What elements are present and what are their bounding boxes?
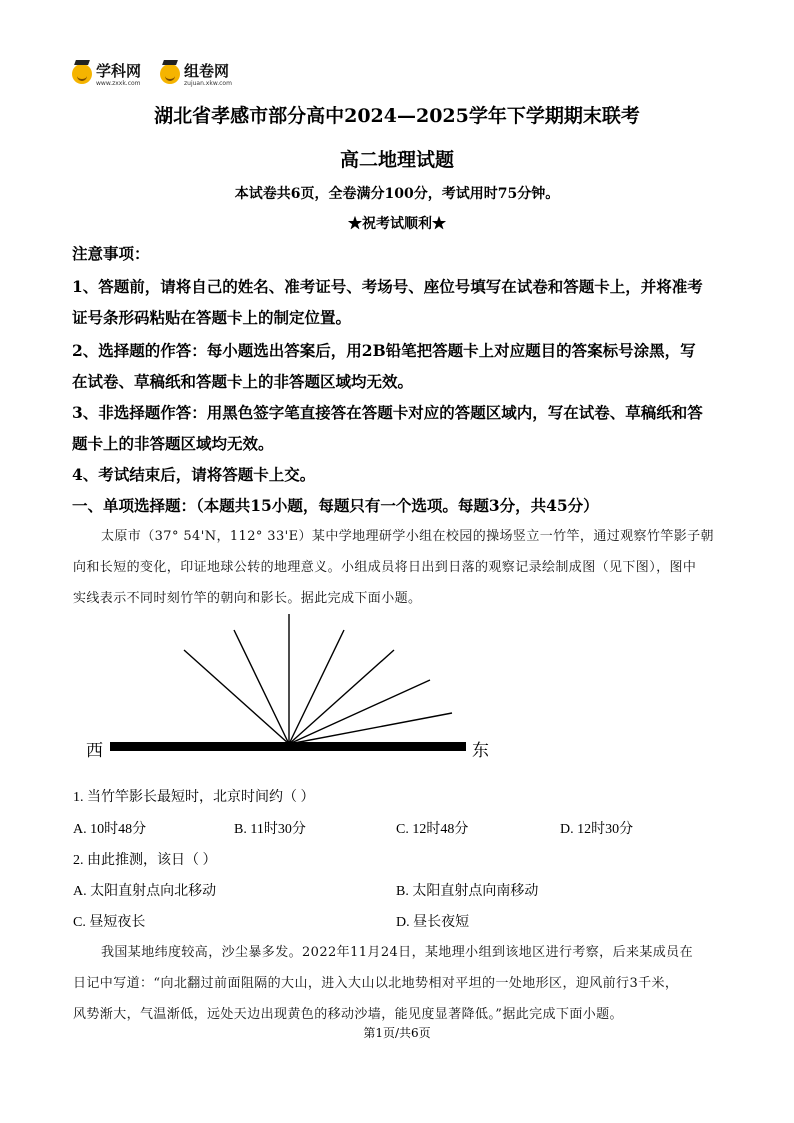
passage-line: 日记中写道：“向北翻过前面阻隔的大山，进入大山以北地势相对平坦的一处地形区，迎风前行3千米， xyxy=(73,976,679,991)
exam-info: 本试卷共6页，全卷满分100分，考试用时75分钟。 xyxy=(234,186,560,202)
west-label: 西 xyxy=(86,741,103,761)
shadow-line xyxy=(184,650,289,744)
passage-line: 太原市（37° 54'N，112° 33'E）某中学地理研学小组在校园的操场竖立一竹竿，通过观察竹竿影子朝 xyxy=(101,529,714,544)
logo-url: www.zxxk.com xyxy=(96,80,141,87)
passage-line: 向和长短的变化，印证地球公转的地理意义。小组成员将日出到日落的观察记录绘制成图（见下图），图中 xyxy=(73,560,697,575)
option-b[interactable]: B. 太阳直射点向南移动 xyxy=(396,884,539,899)
option-c[interactable]: C. 12时48分 xyxy=(396,822,469,837)
notice-line: 1、答题前，请将自己的姓名、准考证号、考场号、座位号填写在试卷和答题卡上，并将准考 xyxy=(72,277,703,296)
question-stem: 1. 当竹竿影长最短时，北京时间约（ ） xyxy=(73,790,315,805)
option-d[interactable]: D. 昼长夜短 xyxy=(396,915,470,930)
subject-title: 高二地理试题 xyxy=(339,149,454,171)
option-d[interactable]: D. 12时30分 xyxy=(560,822,634,837)
option-a[interactable]: A. 太阳直射点向北移动 xyxy=(73,884,217,899)
shadow-line xyxy=(289,650,394,744)
passage-line: 风势渐大，气温渐低，远处天边出现黄色的移动沙墙，能见度显著降低。”据此完成下面小题。 xyxy=(73,1007,623,1022)
option-a[interactable]: A. 10时48分 xyxy=(73,822,147,837)
shadow-line xyxy=(289,713,452,744)
notice-line: 3、非选择题作答：用黑色签字笔直接答在答题卡对应的答题区域内，写在试卷、草稿纸和答 xyxy=(72,403,703,422)
passage-line: 我国某地纬度较高，沙尘暴多发。2022年11月24日，某地理小组到该地区进行考察，后来某成员在 xyxy=(101,945,693,960)
ground-line xyxy=(110,742,466,751)
notice-line: 4、考试结束后，请将答题卡上交。 xyxy=(72,465,316,484)
notice-line: 证号条形码粘贴在答题卡上的制定位置。 xyxy=(72,308,352,327)
option-b[interactable]: B. 11时30分 xyxy=(234,822,306,837)
option-c[interactable]: C. 昼短夜长 xyxy=(73,915,146,930)
question-stem: 2. 由此推测，该日（ ） xyxy=(73,853,217,868)
exam-title: 湖北省孝感市部分高中2024—2025学年下学期期末联考 xyxy=(154,105,640,127)
east-label: 东 xyxy=(472,741,489,761)
page-number: 第1页/共6页 xyxy=(363,1026,431,1040)
passage-line: 实线表示不同时刻竹竿的朝向和影长。据此完成下面小题。 xyxy=(73,591,422,606)
notice-line: 在试卷、草稿纸和答题卡上的非答题区域均无效。 xyxy=(72,372,414,391)
shadow-line xyxy=(289,680,430,744)
notice-line: 2、选择题的作答：每小题选出答案后，用2B铅笔把答题卡上对应题目的答案标号涂黑，写 xyxy=(72,341,696,360)
notice-line: 题卡上的非答题区域均无效。 xyxy=(72,434,274,453)
notice-heading: 注意事项： xyxy=(72,244,150,263)
section-heading: 一、单项选择题：（本题共15小题，每题只有一个选项。每题3分，共45分） xyxy=(72,496,599,515)
logo-url: zujuan.xkw.com xyxy=(184,80,232,87)
blessing: ★祝考试顺利★ xyxy=(348,216,446,232)
shadow-line xyxy=(234,630,289,744)
logo-name: 学科网 xyxy=(96,62,142,80)
shadow-line xyxy=(289,630,344,744)
logo-name: 组卷网 xyxy=(184,62,230,80)
